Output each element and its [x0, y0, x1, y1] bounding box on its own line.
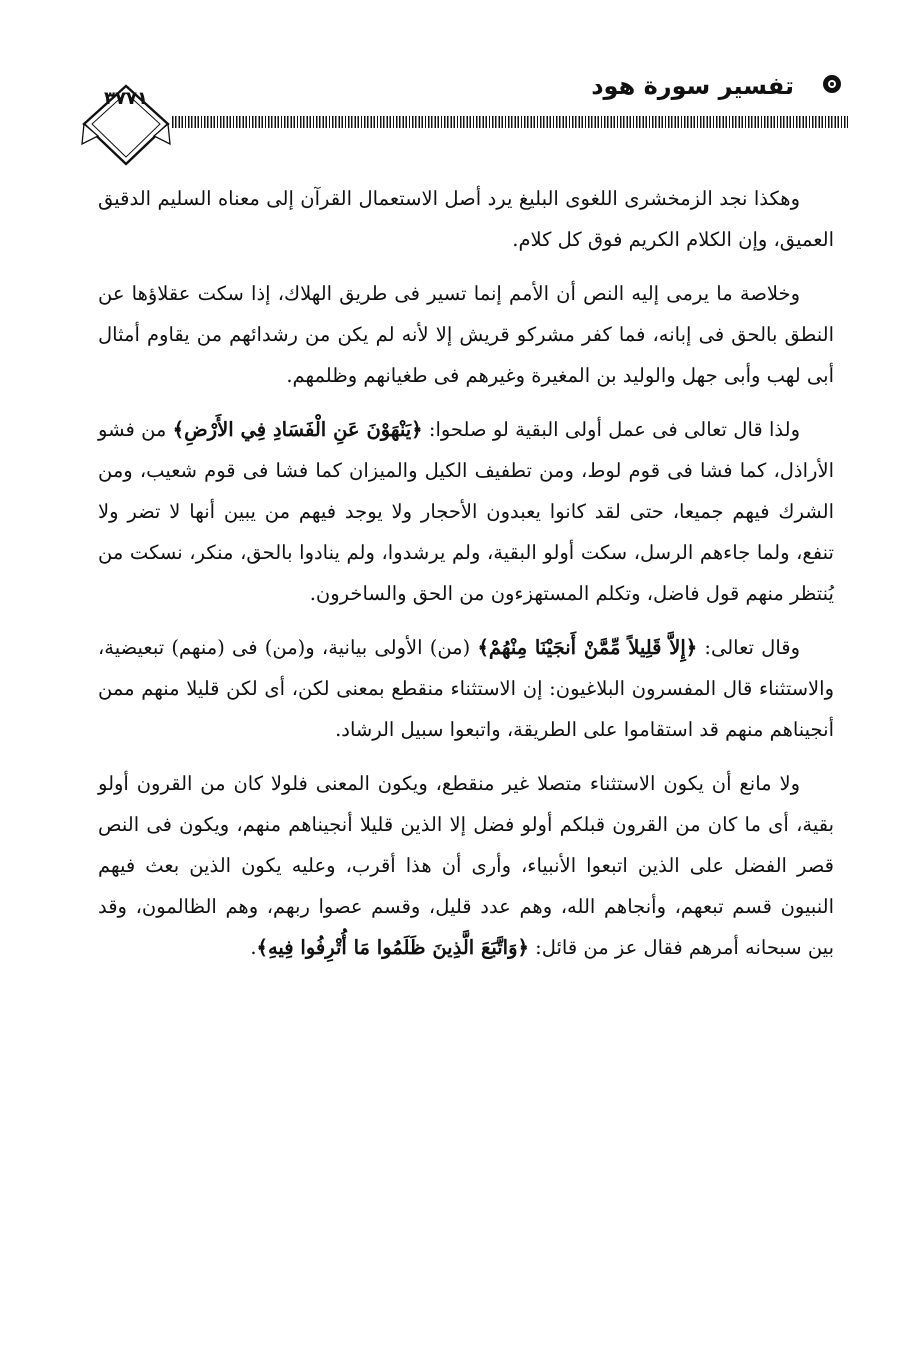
page-header	[80, 60, 850, 170]
paragraph	[98, 627, 834, 750]
paragraph-text: من فشو الأراذل، كما فشا فى قوم لوط، ومن تطفيف الكيل والميزان كما فشا فى قوم شعيب، ومن الشرك فيهم جميعا، حتى لقد كانوا يعبدون الأحجار ولا يوجد فيهم من يبين أنها لا تضر ولا تنفع، ولما جاءهم الرسل، سكت أولو البقية، ولم يرشدوا، ولم ينادوا بالحق، منكر، نسكت من يُنتظر منهم قول فاضل، وتكلم المستهزءون من الحق والساخرون.	[98, 418, 834, 605]
quran-verse: ﴿وَاتَّبَعَ الَّذِينَ ظَلَمُوا مَا أُتْرِفُوا فِيهِ﴾	[256, 936, 529, 959]
paragraph-text: وخلاصة ما يرمى إليه النص أن الأمم إنما تسير فى طريق الهلاك، إذا سكت عقلاؤها عن النطق بالحق فى إبانه، فما كفر مشركو قريش إلا لأنه لم يكن من رشدائهم من يقاوم أمثال أبى لهب وأبى جهل والوليد بن المغيرة وغيرهم فى طغيانهم وظلمهم.	[98, 282, 834, 387]
quran-verse: ﴿يَنْهَوْنَ عَنِ الْفَسَادِ فِي الأَرْضِ﴾	[172, 418, 423, 441]
paragraph-text: وهكذا نجد الزمخشرى اللغوى البليغ يرد أصل الاستعمال القرآن إلى معناه السليم الدقيق العميق، وإن الكلام الكريم فوق كل كلام.	[98, 187, 834, 251]
page-number: ٣٧٧١	[104, 88, 148, 109]
body-text	[98, 178, 834, 981]
paragraph-text: ولذا قال تعالى فى عمل أولى البقية لو صلحوا:	[422, 418, 801, 441]
paragraph	[98, 178, 834, 260]
paragraph	[98, 409, 834, 614]
page-header-title: تفسير سورة هود	[591, 72, 794, 100]
paragraph	[98, 273, 834, 396]
paragraph-text: ولا مانع أن يكون الاستثناء متصلا غير منقطع، ويكون المعنى فلولا كان من القرون أولو بقية، أى ما كان من القرون قبلكم أولو فضل إلا الذين قليلا أنجيناهم منهم، ويكون فى النص قصر الفضل على الذين اتبعوا الأنبياء، وأرى أن هذا أقرب، وعليه يكون الذين بعث فيهم النبيون قسم تبعهم، وأنجاهم الله، وهم عدد قليل، وقسم عصوا ربهم، وهم الظالمون، وقد بين سبحانه أمرهم فقال عز من قائل:	[98, 772, 834, 959]
paragraph-text: .	[250, 936, 257, 959]
paragraph	[98, 763, 834, 968]
paragraph-text: (من) الأولى بيانية، و(من) فى (منهم) تبعيضية، والاستثناء قال المفسرون البلاغيون: إن الاستثناء منقطع بمعنى لكن، أى لكن قليلا منهم ممن أنجيناهم منهم قد استقاموا على الطريقة، واتبعوا سبيل الرشاد.	[98, 636, 834, 741]
quran-verse: ﴿إِلاَّ قَلِيلاً مِّمَّنْ أَنجَيْنَا مِنْهُمْ﴾	[477, 636, 698, 659]
paragraph-text: وقال تعالى:	[697, 636, 800, 659]
header-rule	[172, 116, 848, 128]
flower-ornament-icon	[820, 72, 844, 96]
